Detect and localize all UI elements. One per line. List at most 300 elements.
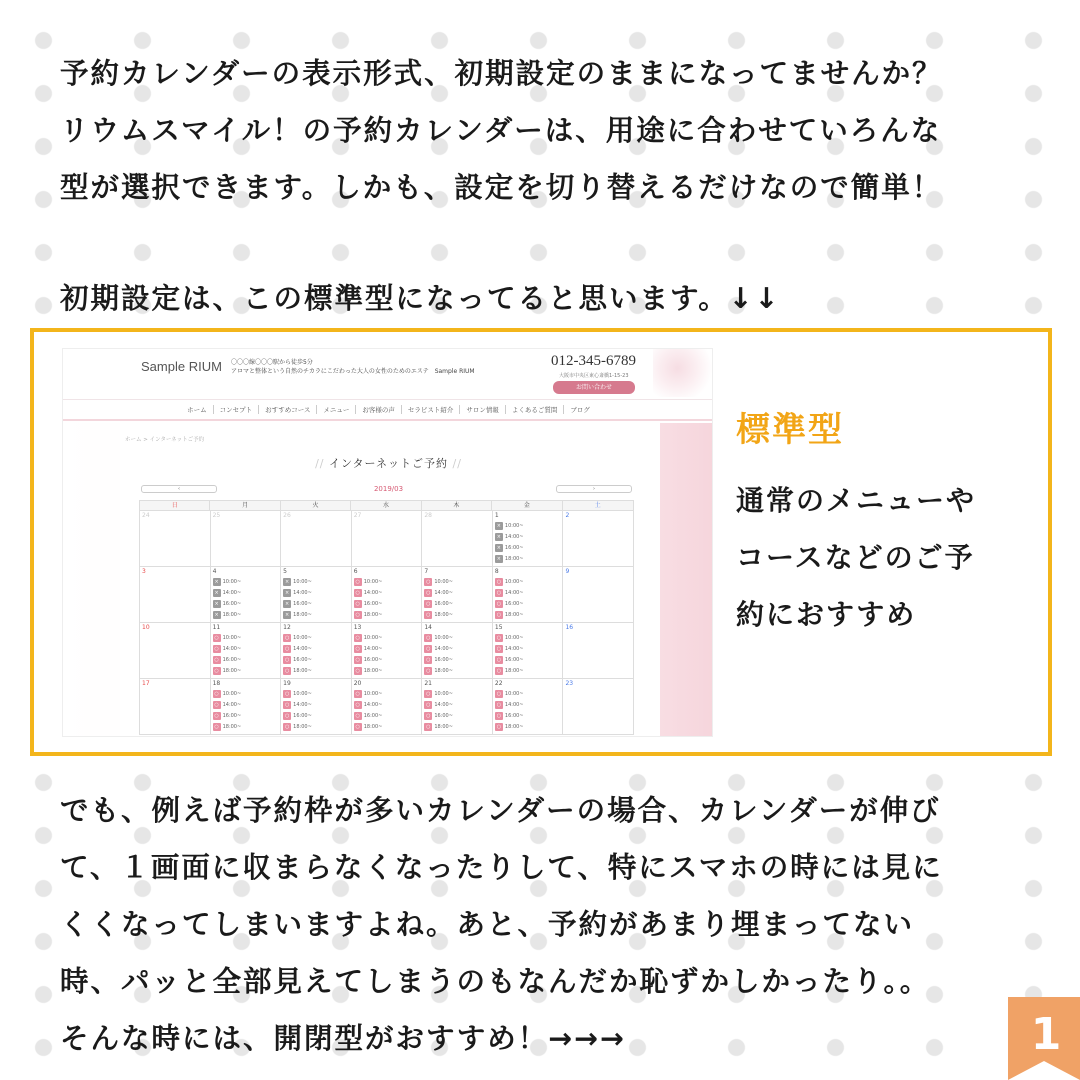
time-slot[interactable] (354, 587, 420, 598)
available-circle-icon: ○ (426, 634, 431, 641)
available-circle-icon: ○ (214, 634, 219, 641)
available-circle-icon: ○ (284, 712, 290, 719)
available-circle-icon: ○ (426, 712, 431, 719)
slot-time: 14:00~ (504, 645, 524, 652)
day-number: 22 (494, 680, 503, 687)
slot-time: 16:00~ (504, 712, 524, 719)
time-slot[interactable] (495, 688, 561, 699)
day-number: 16 (565, 624, 574, 631)
calendar-weekday-header (139, 500, 634, 511)
slot-time: 14:00~ (434, 589, 453, 596)
calendar-week (139, 679, 634, 735)
slot-time: 10:00~ (363, 690, 383, 697)
calendar-day (281, 511, 352, 567)
time-slot[interactable] (283, 654, 349, 665)
time-slot (213, 609, 279, 620)
available-circle-icon: ○ (284, 701, 290, 708)
time-slot[interactable] (495, 643, 561, 654)
time-slot[interactable] (354, 654, 420, 665)
time-slot (213, 598, 279, 609)
nav-item-therapists[interactable]: セラピスト紹介 (402, 405, 461, 414)
time-slot[interactable] (354, 721, 420, 732)
time-slot[interactable] (424, 699, 490, 710)
site-header (63, 349, 713, 399)
slot-time: 14:00~ (363, 645, 383, 652)
side-description (736, 472, 976, 643)
available-circle-icon: ○ (426, 645, 431, 652)
time-slot[interactable] (354, 688, 420, 699)
calendar-day[interactable] (493, 567, 564, 623)
time-slot[interactable] (354, 632, 420, 643)
slot-time: 16:00~ (363, 600, 383, 607)
unavailable-icon: × (285, 578, 290, 585)
day-number: 11 (212, 624, 221, 631)
slot-time: 16:00~ (434, 600, 453, 607)
time-slot[interactable] (424, 721, 490, 732)
nav-item-voices[interactable]: お客様の声 (356, 405, 402, 414)
available-circle-icon: ○ (355, 578, 360, 585)
available-circle-icon: ○ (496, 667, 502, 674)
calendar-day (140, 679, 211, 735)
time-slot[interactable] (495, 721, 561, 732)
time-slot[interactable] (495, 699, 561, 710)
day-number: 8 (494, 568, 499, 575)
weekday-tue: 火 (281, 501, 351, 510)
slot-time: 16:00~ (504, 600, 524, 607)
calendar-day[interactable] (211, 567, 282, 623)
day-number: 18 (212, 680, 221, 687)
calendar-day (352, 511, 423, 567)
site-nav (63, 399, 713, 421)
unavailable-icon: × (285, 600, 290, 607)
time-slot[interactable] (495, 587, 561, 598)
weekday-fri: 金 (492, 501, 562, 510)
time-slot[interactable] (354, 643, 420, 654)
slot-time: 18:00~ (504, 611, 524, 618)
time-slot[interactable] (495, 665, 561, 676)
calendar-day[interactable] (211, 623, 282, 679)
weekday-wed: 水 (351, 501, 421, 510)
time-slot[interactable] (424, 654, 490, 665)
available-circle-icon: ○ (355, 645, 360, 652)
side-title: 標準型 (736, 410, 844, 450)
calendar-month: 2019/03 (373, 485, 404, 493)
slot-time: 14:00~ (222, 701, 242, 708)
available-circle-icon: ○ (426, 690, 431, 697)
contact-button[interactable]: お問い合わせ (553, 381, 635, 394)
calendar-day[interactable] (352, 567, 423, 623)
available-circle-icon: ○ (355, 600, 360, 607)
slot-time: 10:00~ (504, 634, 524, 641)
day-number: 5 (283, 568, 287, 575)
time-slot[interactable] (283, 721, 349, 732)
outro-line: そんな時には、開閉型がおすすめ！→→→ (60, 1022, 626, 1055)
available-circle-icon: ○ (426, 589, 431, 596)
slot-time: 10:00~ (363, 578, 383, 585)
calendar-week (139, 567, 634, 623)
slot-time: 14:00~ (434, 645, 453, 652)
slot-time: 18:00~ (293, 723, 312, 730)
slot-time: 16:00~ (363, 712, 383, 719)
day-number: 23 (565, 680, 574, 687)
unavailable-icon: × (214, 578, 219, 585)
calendar-day[interactable] (493, 511, 564, 567)
intro-line: リウムスマイル！の予約カレンダーは、用途に合わせていろんな (60, 114, 942, 147)
page-number: 1 (1030, 1009, 1062, 1060)
nav-item-courses[interactable]: おすすめコース (259, 405, 317, 414)
time-slot[interactable] (424, 665, 490, 676)
time-slot[interactable] (495, 598, 561, 609)
calendar-day (563, 623, 634, 679)
available-circle-icon: ○ (214, 723, 219, 730)
calendar-day (211, 511, 282, 567)
intro-line: 予約カレンダーの表示形式、初期設定のままになってませんか？ (60, 57, 943, 90)
available-circle-icon: ○ (426, 701, 431, 708)
time-slot[interactable] (213, 710, 279, 721)
time-slot[interactable] (354, 609, 420, 620)
slot-time: 14:00~ (293, 645, 312, 652)
calendar-week (139, 623, 634, 679)
time-slot[interactable] (283, 643, 349, 654)
time-slot[interactable] (354, 598, 420, 609)
example-frame (30, 328, 1052, 756)
time-slot[interactable] (424, 710, 490, 721)
available-circle-icon: ○ (496, 656, 502, 663)
outro-line: でも、例えば予約枠が多いカレンダーの場合、カレンダーが伸び (60, 794, 941, 827)
time-slot (213, 576, 279, 587)
slot-time: 10:00~ (434, 578, 453, 585)
slot-time: 16:00~ (293, 600, 312, 607)
calendar-day (140, 511, 211, 567)
time-slot[interactable] (354, 710, 420, 721)
time-slot (495, 531, 561, 542)
site-phone: 012-345-6789 (551, 353, 636, 369)
time-slot[interactable] (213, 643, 279, 654)
slot-time: 18:00~ (293, 667, 312, 674)
weekday-sat: 土 (594, 502, 601, 509)
slot-time: 14:00~ (363, 589, 383, 596)
reservation-calendar (139, 500, 634, 735)
nav-item-salon[interactable]: サロン情報 (460, 405, 506, 414)
side-description-line: コースなどのご予 (736, 541, 975, 574)
time-slot[interactable] (354, 665, 420, 676)
unavailable-icon: × (285, 589, 290, 596)
day-number: 9 (565, 568, 570, 575)
site-logo[interactable]: Sample RIUM (141, 359, 222, 374)
calendar-weeks (139, 511, 634, 735)
available-circle-icon: ○ (496, 690, 502, 697)
time-slot[interactable] (424, 609, 490, 620)
day-number: 17 (142, 680, 150, 687)
time-slot[interactable] (495, 632, 561, 643)
slot-time: 18:00~ (363, 611, 383, 618)
day-number: 13 (353, 624, 362, 631)
slot-time: 18:00~ (363, 723, 383, 730)
unavailable-icon: × (496, 555, 501, 562)
slot-time: 16:00~ (504, 656, 524, 663)
time-slot[interactable] (283, 699, 349, 710)
time-slot[interactable] (283, 688, 349, 699)
day-number: 20 (353, 680, 362, 687)
available-circle-icon: ○ (355, 656, 360, 663)
calendar-day[interactable] (352, 679, 423, 735)
slot-time: 14:00~ (504, 701, 524, 708)
day-number: 26 (283, 512, 291, 519)
slot-time: 14:00~ (504, 589, 524, 596)
slot-time: 16:00~ (434, 656, 453, 663)
calendar-title-text: インターネットご予約 (328, 457, 448, 470)
time-slot[interactable] (213, 699, 279, 710)
available-circle-icon: ○ (496, 600, 502, 607)
available-circle-icon: ○ (426, 723, 431, 730)
site-tagline: アロマと整体という自然のチカラにこだわった大人の女性のためのエステ Sample RIUM (231, 368, 475, 375)
slot-time: 16:00~ (293, 656, 312, 663)
day-number: 3 (142, 568, 146, 575)
available-circle-icon: ○ (284, 723, 290, 730)
slot-time: 10:00~ (293, 634, 312, 641)
slot-time: 18:00~ (504, 667, 524, 674)
slot-time: 10:00~ (222, 634, 242, 641)
slot-time: 16:00~ (363, 656, 383, 663)
slot-time: 18:00~ (222, 667, 242, 674)
available-circle-icon: ○ (496, 589, 502, 596)
slot-time: 16:00~ (222, 712, 242, 719)
unavailable-icon: × (496, 533, 501, 540)
available-circle-icon: ○ (355, 723, 360, 730)
available-circle-icon: ○ (284, 645, 290, 652)
calendar-day[interactable] (211, 679, 282, 735)
weekday-sun: 日 (140, 501, 210, 510)
calendar-day[interactable] (352, 623, 423, 679)
available-circle-icon: ○ (284, 634, 290, 641)
side-description-line: 通常のメニューや (736, 484, 977, 517)
outro-line: くくなってしまいますよね。あと、予約があまり埋まってない (60, 908, 915, 941)
nav-item-home[interactable]: ホーム (181, 405, 214, 414)
slot-time: 10:00~ (434, 690, 453, 697)
available-circle-icon: ○ (496, 611, 502, 618)
day-number: 27 (353, 512, 362, 519)
time-slot[interactable] (424, 598, 490, 609)
side-description-line: 約におすすめ (736, 598, 917, 631)
unavailable-icon: × (214, 600, 219, 607)
available-circle-icon: ○ (355, 634, 360, 641)
day-number: 2 (565, 512, 570, 519)
time-slot (213, 587, 279, 598)
slot-time: 18:00~ (504, 555, 524, 562)
calendar-day[interactable] (422, 623, 493, 679)
available-circle-icon: ○ (355, 667, 360, 674)
time-slot[interactable] (354, 699, 420, 710)
available-circle-icon: ○ (496, 712, 502, 719)
day-number: 1 (494, 512, 499, 519)
available-circle-icon: ○ (496, 701, 502, 708)
calendar-day[interactable] (422, 567, 493, 623)
unavailable-icon: × (496, 522, 501, 529)
slot-time: 18:00~ (222, 611, 242, 618)
available-circle-icon: ○ (214, 667, 219, 674)
slot-time: 14:00~ (293, 589, 312, 596)
time-slot[interactable] (354, 576, 420, 587)
available-circle-icon: ○ (355, 701, 360, 708)
slot-time: 16:00~ (222, 600, 242, 607)
weekday-thu: 木 (422, 501, 492, 510)
nav-item-blog[interactable]: ブログ (570, 406, 590, 414)
weekday-mon: 月 (210, 501, 280, 510)
day-number: 15 (494, 624, 503, 631)
available-circle-icon: ○ (426, 578, 431, 585)
time-slot[interactable] (283, 632, 349, 643)
site-address: 大阪市中央区東心斎橋1-15-23 (559, 373, 629, 379)
unavailable-icon: × (214, 589, 219, 596)
slot-time: 10:00~ (222, 578, 242, 585)
day-number: 10 (142, 624, 150, 631)
calendar-week (139, 511, 634, 567)
day-number: 19 (283, 680, 291, 687)
slot-time: 14:00~ (434, 701, 453, 708)
available-circle-icon: ○ (214, 701, 219, 708)
nav-item-menu[interactable]: メニュー (317, 405, 356, 414)
slot-time: 18:00~ (363, 667, 383, 674)
slot-time: 18:00~ (434, 611, 453, 618)
time-slot (495, 520, 561, 531)
slot-time: 14:00~ (222, 645, 242, 652)
available-circle-icon: ○ (426, 611, 431, 618)
lead-text (60, 270, 1040, 327)
calendar-day (563, 567, 634, 623)
intro-paragraph (60, 45, 1040, 216)
available-circle-icon: ○ (355, 690, 360, 697)
calendar-day (563, 679, 634, 735)
slot-time: 14:00~ (504, 533, 524, 540)
slot-time: 18:00~ (434, 667, 453, 674)
day-number: 21 (424, 680, 432, 687)
breadcrumb[interactable]: ホーム > インターネットご予約 (125, 437, 205, 443)
time-slot[interactable] (283, 665, 349, 676)
time-slot[interactable] (213, 632, 279, 643)
time-slot (495, 553, 561, 564)
available-circle-icon: ○ (214, 656, 219, 663)
slot-time: 18:00~ (434, 723, 453, 730)
available-circle-icon: ○ (496, 634, 502, 641)
calendar-day[interactable] (281, 567, 352, 623)
calendar-day[interactable] (422, 679, 493, 735)
day-number: 12 (283, 624, 291, 631)
slot-time: 10:00~ (434, 634, 453, 641)
day-number: 6 (353, 568, 358, 575)
time-slot[interactable] (424, 632, 490, 643)
slot-time: 10:00~ (504, 522, 524, 529)
time-slot (283, 598, 349, 609)
available-circle-icon: ○ (496, 723, 502, 730)
prev-month-button[interactable]: ‹ (141, 485, 217, 493)
calendar-day (140, 567, 211, 623)
available-circle-icon: ○ (426, 667, 431, 674)
intro-line: 型が選択できます。しかも、設定を切り替えるだけなので簡単！ (60, 171, 943, 204)
time-slot[interactable] (424, 587, 490, 598)
time-slot[interactable] (495, 609, 561, 620)
available-circle-icon: ○ (284, 667, 290, 674)
available-circle-icon: ○ (355, 712, 360, 719)
available-circle-icon: ○ (214, 712, 219, 719)
day-number: 24 (142, 512, 150, 519)
time-slot[interactable] (495, 654, 561, 665)
time-slot[interactable] (424, 576, 490, 587)
available-circle-icon: ○ (355, 611, 360, 618)
time-slot (283, 576, 349, 587)
day-number: 4 (212, 568, 217, 575)
time-slot (283, 609, 349, 620)
flower-decoration-icon (653, 349, 713, 397)
time-slot (283, 587, 349, 598)
slot-time: 16:00~ (222, 656, 242, 663)
available-circle-icon: ○ (214, 645, 219, 652)
unavailable-icon: × (285, 611, 290, 618)
time-slot (495, 542, 561, 553)
day-number: 7 (424, 568, 429, 575)
slot-time: 18:00~ (293, 611, 312, 618)
lead-line: 初期設定は、この標準型になってると思います。↓↓ (60, 282, 781, 315)
calendar-day[interactable] (281, 623, 352, 679)
calendar-screenshot (62, 348, 713, 737)
nav-item-concept[interactable]: コンセプト (214, 405, 260, 414)
slot-time: 10:00~ (504, 690, 524, 697)
next-month-button[interactable]: › (556, 485, 632, 493)
slot-time: 14:00~ (222, 589, 242, 596)
available-circle-icon: ○ (426, 600, 431, 607)
slot-time: 14:00~ (363, 701, 383, 708)
slot-time: 16:00~ (504, 544, 524, 551)
time-slot[interactable] (424, 688, 490, 699)
time-slot[interactable] (213, 688, 279, 699)
slot-time: 18:00~ (504, 723, 524, 730)
calendar-day[interactable] (493, 623, 564, 679)
slot-time: 18:00~ (222, 723, 242, 730)
slot-time: 10:00~ (222, 690, 242, 697)
available-circle-icon: ○ (496, 578, 502, 585)
available-circle-icon: ○ (284, 690, 290, 697)
calendar-day[interactable] (493, 679, 564, 735)
page-number-badge (1008, 997, 1080, 1080)
calendar-day (422, 511, 493, 567)
time-slot[interactable] (213, 654, 279, 665)
outro-paragraph (60, 782, 1040, 1067)
slot-time: 16:00~ (293, 712, 312, 719)
time-slot[interactable] (495, 576, 561, 587)
available-circle-icon: ○ (496, 645, 502, 652)
outro-line: て、１画面に収まらなくなったりして、特にスマホの時には見に (60, 851, 943, 884)
available-circle-icon: ○ (284, 656, 290, 663)
slot-time: 10:00~ (363, 634, 383, 641)
time-slot[interactable] (213, 721, 279, 732)
day-number: 25 (212, 512, 221, 519)
calendar-title: // インターネットご予約 // (315, 457, 462, 470)
calendar-day (140, 623, 211, 679)
calendar-day (563, 511, 634, 567)
time-slot[interactable] (424, 643, 490, 654)
available-circle-icon: ○ (214, 690, 219, 697)
time-slot[interactable] (495, 710, 561, 721)
time-slot[interactable] (213, 665, 279, 676)
time-slot[interactable] (283, 710, 349, 721)
nav-item-faq[interactable]: よくあるご質問 (506, 405, 565, 414)
calendar-day[interactable] (281, 679, 352, 735)
outro-line: 時、パッと全部見えてしまうのもなんだか恥ずかしかったり。。 (60, 965, 931, 998)
available-circle-icon: ○ (426, 656, 431, 663)
available-circle-icon: ○ (355, 589, 360, 596)
slot-time: 14:00~ (293, 701, 312, 708)
slot-time: 10:00~ (293, 690, 312, 697)
unavailable-icon: × (214, 611, 219, 618)
